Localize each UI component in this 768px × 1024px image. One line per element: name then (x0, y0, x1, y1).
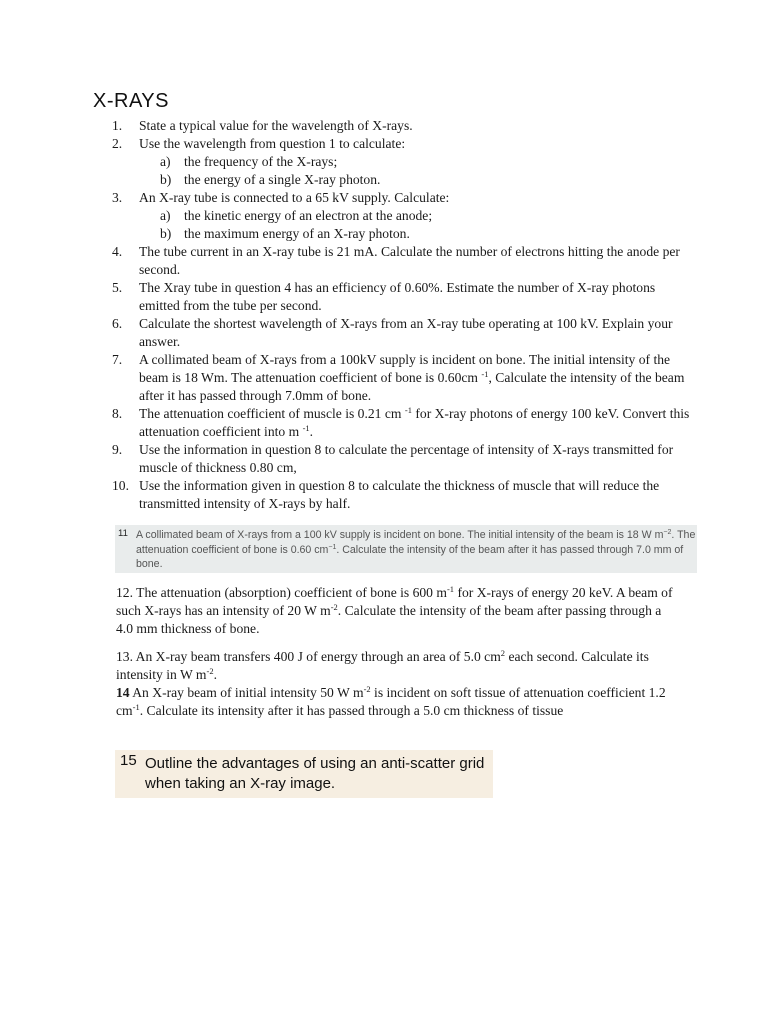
question-2-parts (160, 153, 692, 189)
question-number: 5. (112, 280, 123, 295)
sub-question (160, 207, 692, 225)
question-text: An X-ray tube is connected to a 65 kV supply. Calculate: (139, 190, 450, 205)
superscript: -2 (206, 666, 214, 676)
question-text-part: 13. An X-ray beam transfers 400 J of energy through an area of 5.0 cm (116, 649, 501, 664)
question-number: 4. (112, 244, 123, 259)
sub-question-letter: a) (160, 208, 171, 223)
question-text (139, 405, 692, 441)
question-text-part: . The attenuation coefficient of bone is 0.60 cm (136, 529, 696, 556)
question-number: 11 (118, 528, 128, 539)
question-3-parts (160, 207, 692, 243)
superscript: -1 (481, 369, 489, 379)
sub-question (160, 153, 692, 171)
question-text-part: . (213, 667, 218, 682)
question-text (136, 528, 696, 572)
question-number: 2. (112, 136, 123, 151)
question-text: Use the information in question 8 to calculate the percentage of intensity of X-rays transmitted for muscle of thickness 0.80 cm, (139, 442, 674, 475)
question-7 (112, 351, 692, 405)
sub-question-letter: a) (160, 154, 171, 169)
question-10 (112, 477, 692, 513)
superscript: -1 (302, 423, 310, 433)
question-text-part: . Calculate the intensity of the beam after passing through a 4.0 mm thickness of bone. (116, 603, 662, 636)
question-number: 7. (112, 352, 123, 367)
question-text: The Xray tube in question 4 has an efficiency of 0.60%. Estimate the number of X-ray photons emitted from the tube per second. (139, 280, 656, 313)
question-4 (112, 243, 692, 279)
superscript: -1 (446, 584, 455, 594)
question-3 (112, 189, 692, 207)
question-text: Use the information given in question 8 to calculate the thickness of muscle that will reduce the transmitted intensity of X-rays by half. (139, 478, 660, 511)
question-text: The tube current in an X-ray tube is 21 mA. Calculate the number of electrons hitting the anode per second. (139, 244, 680, 277)
question-text-part: for X-ray photons of energy 100 keV. Convert this attenuation coefficient into m (139, 406, 690, 439)
superscript: -1 (404, 405, 412, 415)
question-text-part: A collimated beam of X-rays from a 100 kV supply is incident on bone. The initial intensity of the beam is 18 W m (136, 529, 664, 541)
question-text-part: A collimated beam of X-rays from a 100kV supply is incident on bone. The initial intensity of the beam is 18 Wm. The attenuation coefficient of bone is 0.60cm (139, 352, 671, 385)
question-text (139, 351, 692, 405)
question-15-textbook-excerpt (115, 750, 493, 798)
page-title: X-RAYS (93, 90, 169, 112)
question-8 (112, 405, 692, 441)
sub-question-text: the maximum energy of an X-ray photon. (184, 226, 410, 241)
question-number: 8. (112, 406, 123, 421)
question-number: 6. (112, 316, 123, 331)
question-11-textbook-excerpt (115, 525, 697, 573)
question-text-part: is incident on soft tissue of attenuation coefficient 1.2 cm (116, 685, 666, 718)
question-9 (112, 441, 692, 477)
question-number: 10. (112, 478, 129, 493)
sub-question-letter: b) (160, 226, 172, 241)
question-text-part: . Calculate its intensity after it has passed through a 5.0 cm thickness of tissue (139, 703, 564, 718)
sub-question-letter: b) (160, 172, 172, 187)
question-2 (112, 135, 692, 153)
question-5 (112, 279, 692, 315)
question-text: Calculate the shortest wavelength of X-rays from an X-ray tube operating at 100 kV. Explain your answer. (139, 316, 673, 349)
sub-question (160, 225, 692, 243)
superscript: -2 (363, 684, 371, 694)
sub-question-text: the kinetic energy of an electron at the anode; (184, 208, 433, 223)
superscript: −2 (663, 529, 672, 536)
question-13 (116, 648, 676, 684)
sub-question-text: the frequency of the X-rays; (184, 154, 338, 169)
question-number: 15 (120, 752, 137, 769)
question-number: 3. (112, 190, 123, 205)
superscript: -2 (330, 602, 338, 612)
question-text-part: 12. The attenuation (absorption) coefficient of bone is 600 m (116, 585, 447, 600)
question-number: 14 (116, 685, 130, 700)
question-text-part: , Calculate the intensity of the beam after it has passed through 7.0mm of bone. (139, 370, 685, 403)
question-number: 9. (112, 442, 123, 457)
question-text: State a typical value for the wavelength of X-rays. (139, 118, 413, 133)
sub-question (160, 171, 692, 189)
superscript: -1 (132, 702, 140, 712)
question-text-part: The attenuation coefficient of muscle is 0.21 cm (139, 406, 405, 421)
question-text: Outline the advantages of using an anti-scatter grid when taking an X-ray image. (145, 755, 485, 792)
question-text-part: each second. Calculate its intensity in W m (116, 649, 649, 682)
superscript: 2 (500, 648, 506, 658)
question-6 (112, 315, 692, 351)
question-text-part: for X-rays of energy 20 keV. A beam of such X-rays has an intensity of 20 W m (116, 585, 673, 618)
question-list (112, 117, 692, 513)
superscript: −1 (328, 543, 337, 551)
sub-question-text: the energy of a single X-ray photon. (184, 172, 381, 187)
question-text-part: . (309, 424, 314, 439)
question-12 (116, 584, 676, 638)
question-text: Use the wavelength from question 1 to calculate: (139, 136, 406, 151)
question-number: 1. (112, 118, 123, 133)
question-1 (112, 117, 692, 135)
question-text-part: An X-ray beam of initial intensity 50 W m (129, 685, 364, 700)
question-14 (116, 684, 676, 720)
question-text-part: . Calculate the intensity of the beam after it has passed through 7.0 mm of bone. (136, 543, 684, 570)
